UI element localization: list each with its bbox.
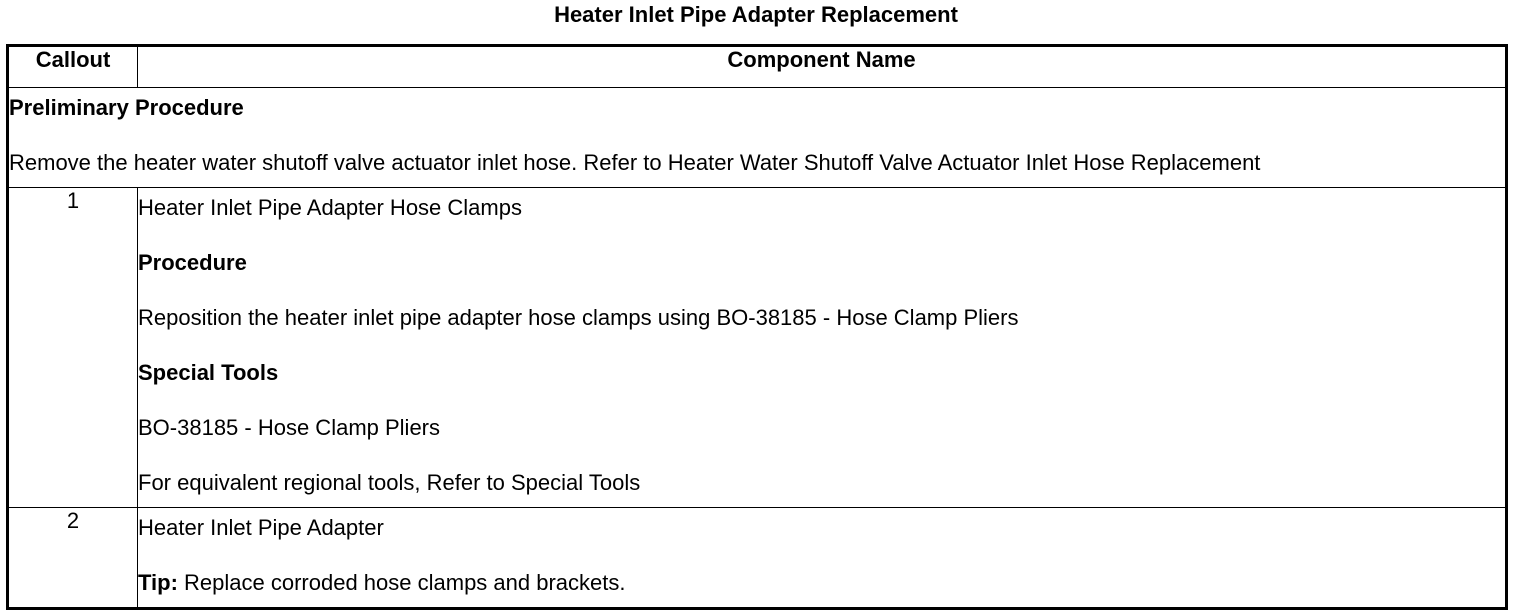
preliminary-procedure-text: Remove the heater water shutoff valve actuator inlet hose. Refer to Heater Water Shutoff Valve Actuator Inlet Hose Replacement xyxy=(9,150,1261,175)
component-name: Heater Inlet Pipe Adapter Hose Clamps xyxy=(138,195,522,220)
table-header-row xyxy=(8,46,1507,88)
tip-label: Tip: xyxy=(138,570,178,595)
preliminary-procedure-heading: Preliminary Procedure xyxy=(9,95,244,120)
procedure-text: Reposition the heater inlet pipe adapter hose clamps using BO-38185 - Hose Clamp Pliers xyxy=(138,305,1019,330)
tip-line xyxy=(138,563,1505,607)
preliminary-procedure-row xyxy=(8,88,1507,188)
special-tools-heading: Special Tools xyxy=(138,360,279,385)
table-row xyxy=(8,188,1507,508)
callout-number: 1 xyxy=(8,188,138,508)
document-title: Heater Inlet Pipe Adapter Replacement xyxy=(554,2,958,27)
tip-text: Replace corroded hose clamps and brackets. xyxy=(177,570,626,595)
component-cell xyxy=(138,508,1507,609)
callout-number: 2 xyxy=(8,508,138,609)
table-row xyxy=(8,508,1507,609)
special-tool-item: BO-38185 - Hose Clamp Pliers xyxy=(138,415,441,440)
procedure-table xyxy=(6,44,1508,610)
component-name: Heater Inlet Pipe Adapter xyxy=(138,515,384,540)
procedure-heading: Procedure xyxy=(138,250,247,275)
regional-tools-note: For equivalent regional tools, Refer to Special Tools xyxy=(138,470,641,495)
preliminary-procedure-cell xyxy=(8,88,1507,188)
callout-column-header: Callout xyxy=(8,46,138,88)
component-cell xyxy=(138,188,1507,508)
component-name-column-header: Component Name xyxy=(138,46,1507,88)
